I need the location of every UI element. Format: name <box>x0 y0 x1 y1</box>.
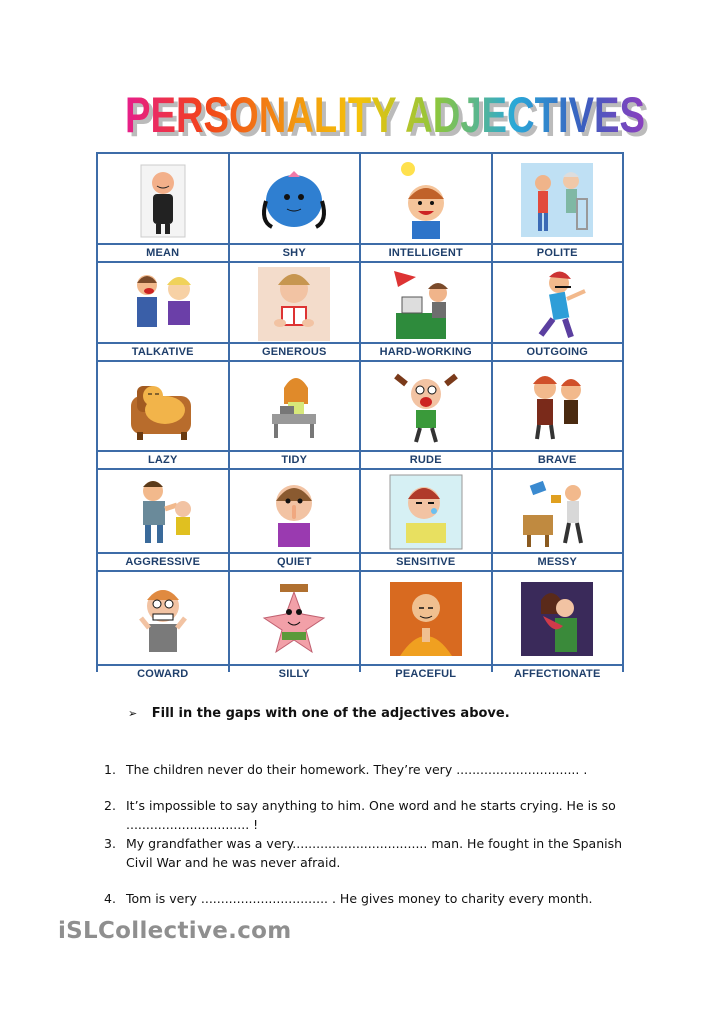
worksheet-title <box>105 82 665 142</box>
instruction-line <box>128 706 510 721</box>
adjective-label: MEAN <box>98 243 228 261</box>
outgoing-man-icon <box>493 263 623 342</box>
adjective-cell-outgoing <box>493 263 623 360</box>
exercise-4 <box>104 889 624 908</box>
lazy-cat-armchair-icon <box>98 362 228 450</box>
adjective-cell-sensitive <box>361 470 491 570</box>
sensitive-crying-man-icon <box>361 470 491 552</box>
exercise-3 <box>104 834 624 872</box>
quiet-shh-icon <box>230 470 360 552</box>
adjective-label: QUIET <box>230 552 360 570</box>
aggressive-boys-icon <box>98 470 228 552</box>
adjective-cell-talkative <box>98 263 228 360</box>
coward-man-icon <box>98 572 228 664</box>
adjective-label: SILLY <box>230 664 360 682</box>
adjective-label: SENSITIVE <box>361 552 491 570</box>
adjective-cell-quiet <box>230 470 360 570</box>
title-rainbow-text <box>105 82 665 142</box>
mean-man-icon <box>98 154 228 243</box>
adjective-cell-brave <box>493 362 623 468</box>
exercise-number: 2. <box>104 798 116 813</box>
exercise-text: My grandfather was a very.................................. man. He fought in the Spanish Civil War and he was never afraid. <box>126 836 623 870</box>
adjective-cell-polite <box>493 154 623 261</box>
footer-watermark: iSLCollective.com <box>58 918 292 944</box>
adjective-label: PEACEFUL <box>361 664 491 682</box>
adjective-cell-aggressive <box>98 470 228 570</box>
adjective-cell-hard-working <box>361 263 491 360</box>
adjective-cell-affectionate <box>493 572 623 682</box>
rude-kid-icon <box>361 362 491 450</box>
adjective-label: COWARD <box>98 664 228 682</box>
adjective-label: AGGRESSIVE <box>98 552 228 570</box>
tidy-girl-desk-icon <box>230 362 360 450</box>
messy-boy-icon <box>493 470 623 552</box>
adjective-cell-intelligent <box>361 154 491 261</box>
adjectives-grid <box>96 152 624 680</box>
peaceful-monk-icon <box>361 572 491 664</box>
adjective-cell-coward <box>98 572 228 682</box>
adjective-cell-shy <box>230 154 360 261</box>
exercise-text: It’s impossible to say anything to him. One word and he starts crying. He is so ............................... ! <box>126 798 616 832</box>
adjective-label: INTELLIGENT <box>361 243 491 261</box>
adjective-label: RUDE <box>361 450 491 468</box>
adjective-label: HARD-WORKING <box>361 342 491 360</box>
exercise-text: The children never do their homework. They’re very ............................... . <box>126 762 588 777</box>
hard-working-person-desk-icon <box>361 263 491 342</box>
brave-kids-icon <box>493 362 623 450</box>
adjective-label: LAZY <box>98 450 228 468</box>
exercise-1 <box>104 760 624 779</box>
adjective-label: TIDY <box>230 450 360 468</box>
adjective-cell-generous <box>230 263 360 360</box>
adjective-label: BRAVE <box>493 450 623 468</box>
arrow-bullet-icon: ➢ <box>128 707 138 720</box>
silly-starfish-icon <box>230 572 360 664</box>
exercise-number: 4. <box>104 891 116 906</box>
adjective-label: OUTGOING <box>493 342 623 360</box>
generous-girl-gift-icon <box>230 263 360 342</box>
instruction-text: Fill in the gaps with one of the adjectives above. <box>151 706 510 721</box>
adjective-label: TALKATIVE <box>98 342 228 360</box>
adjective-cell-rude <box>361 362 491 468</box>
adjective-cell-peaceful <box>361 572 491 682</box>
adjective-label: AFFECTIONATE <box>493 664 623 682</box>
adjective-cell-silly <box>230 572 360 682</box>
exercise-text: Tom is very ................................ . He gives money to charity every month. <box>126 891 593 906</box>
title-text: PERSONALITY ADJECTIVES <box>125 87 645 142</box>
adjective-label: POLITE <box>493 243 623 261</box>
intelligent-boy-icon <box>361 154 491 243</box>
svg-text:PERSONALITY ADJECTIVES: PERSONALITY ADJECTIVES <box>129 91 649 142</box>
affectionate-couple-icon <box>493 572 623 664</box>
polite-boy-helping-elder-icon <box>493 154 623 243</box>
adjective-label: MESSY <box>493 552 623 570</box>
exercise-number: 1. <box>104 762 116 777</box>
adjective-cell-tidy <box>230 362 360 468</box>
shy-blue-character-icon <box>230 154 360 243</box>
adjective-label: SHY <box>230 243 360 261</box>
adjective-cell-messy <box>493 470 623 570</box>
exercise-2 <box>104 796 624 834</box>
adjective-cell-lazy <box>98 362 228 468</box>
adjective-label: GENEROUS <box>230 342 360 360</box>
adjective-cell-mean <box>98 154 228 261</box>
talkative-people-icon <box>98 263 228 342</box>
exercise-number: 3. <box>104 836 116 851</box>
